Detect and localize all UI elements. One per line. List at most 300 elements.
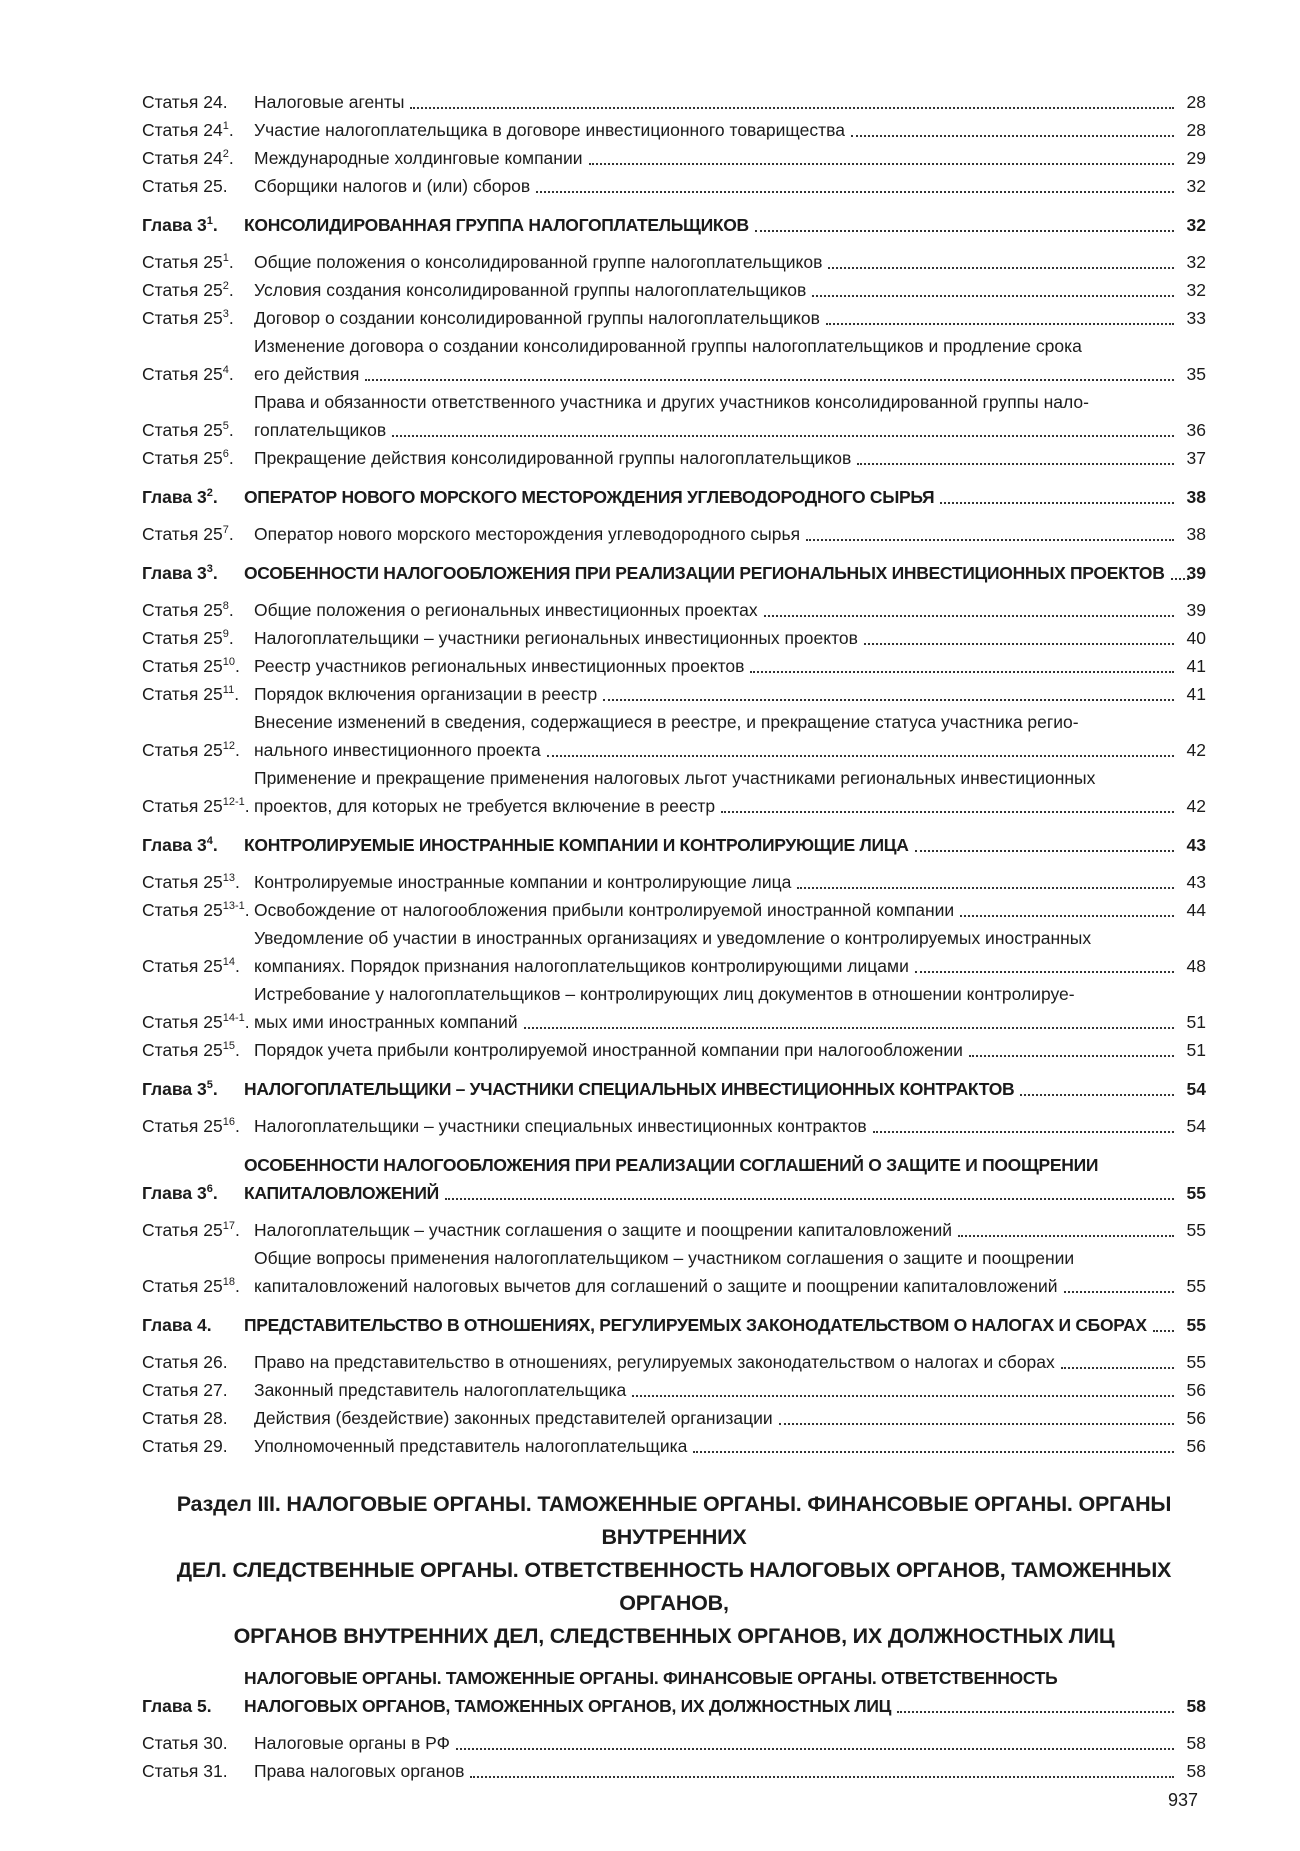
entry-number: 25 — [203, 740, 223, 760]
entry-page: 32 — [1186, 176, 1206, 196]
entry-page: 56 — [1186, 1408, 1206, 1428]
entry-title: Налоговые агенты — [254, 92, 405, 112]
entry-title: Право на представительство в отношениях, регулируемых законодательством о налогах и сборах — [254, 1352, 1055, 1372]
entry-title-line — [254, 624, 1180, 652]
entry-number: 3 — [197, 487, 207, 507]
entry-label — [142, 172, 254, 200]
dot-leader — [873, 1131, 1174, 1133]
entry-number-superscript: 3 — [222, 308, 229, 321]
dot-leader — [764, 615, 1174, 617]
entry-title-block — [254, 1112, 1180, 1140]
entry-number-superscript: 10 — [222, 656, 236, 669]
entry-title: ОСОБЕННОСТИ НАЛОГООБЛОЖЕНИЯ ПРИ РЕАЛИЗАЦИИ СОГЛАШЕНИЙ О ЗАЩИТЕ И ПООЩРЕНИИ — [244, 1155, 1099, 1175]
entry-title: Общие положения о региональных инвестиционных проектах — [254, 600, 758, 620]
entry-title-line — [254, 116, 1180, 144]
section-heading-line: ДЕЛ. СЛЕДСТВЕННЫЕ ОРГАНЫ. ОТВЕТСТВЕННОСТЬ НАЛОГОВЫХ ОРГАНОВ, ТАМОЖЕННЫХ ОРГАНОВ, — [176, 1558, 1172, 1615]
entry-label-word: Глава — [142, 215, 193, 235]
dot-leader — [897, 1711, 1174, 1713]
entry-label: Статья $25^2$. — [142, 280, 234, 300]
table-of-contents — [142, 88, 1206, 1785]
entry-page: 56 — [1186, 1380, 1206, 1400]
entry-number-superscript: 12 — [222, 740, 236, 753]
entry-title-line — [254, 248, 1180, 276]
entry-title-line — [254, 1112, 1180, 1140]
toc-article — [142, 764, 1206, 820]
dot-leader — [445, 1198, 1174, 1200]
entry-title-block — [254, 248, 1180, 276]
entry-number-superscript: 7 — [222, 524, 229, 537]
entry-label: Статья 25$^{14-1}$. — [142, 1012, 250, 1032]
toc-article — [142, 1404, 1206, 1432]
entry-title-line — [244, 211, 1180, 239]
entry-number: 24 — [203, 120, 223, 140]
entry-label — [142, 88, 254, 116]
entry-title: Налоговые органы в РФ — [254, 1733, 450, 1753]
entry-number-superscript: 8 — [222, 600, 229, 613]
entry-page: 55 — [1186, 1315, 1206, 1335]
entry-number-superscript: 2 — [222, 148, 229, 161]
toc-article — [142, 1216, 1206, 1244]
entry-title: Договор о создании консолидированной группы налогоплательщиков — [254, 308, 820, 328]
entry-label-word: Статья — [142, 628, 199, 648]
entry-title: Права и обязанности ответственного участника и других участников консолидированной группы нало- — [254, 392, 1089, 412]
dot-leader — [779, 1423, 1174, 1425]
entry-title-line — [254, 868, 1180, 896]
entry-title: ПРЕДСТАВИТЕЛЬСТВО В ОТНОШЕНИЯХ, РЕГУЛИРУЕМЫХ ЗАКОНОДАТЕЛЬСТВОМ О НАЛОГАХ И СБОРАХ — [244, 1315, 1147, 1335]
entry-page: 29 — [1186, 148, 1206, 168]
entry-number: 3 — [197, 215, 207, 235]
entry-title: Контролируемые иностранные компании и контролирующие лица — [254, 872, 792, 892]
toc-article — [142, 172, 1206, 200]
entry-title-line — [244, 1075, 1180, 1103]
entry-title-block — [254, 924, 1180, 980]
entry-title-line — [254, 1008, 1180, 1036]
entry-number: 24. — [203, 92, 228, 112]
entry-title-block — [244, 831, 1180, 859]
entry-title: Изменение договора о создании консолидированной группы налогоплательщиков и продление срока — [254, 336, 1082, 356]
entry-label-word: Глава — [142, 563, 193, 583]
entry-number: 29. — [203, 1436, 228, 1456]
entry-title: ОСОБЕННОСТИ НАЛОГООБЛОЖЕНИЯ ПРИ РЕАЛИЗАЦИИ РЕГИОНАЛЬНЫХ ИНВЕСТИЦИОННЫХ ПРОЕКТОВ — [244, 563, 1165, 583]
entry-label: Статья $24^2$. — [142, 148, 234, 168]
entry-number: 25 — [203, 364, 223, 384]
dot-leader — [524, 1027, 1174, 1029]
entry-number-superscript: 1 — [222, 252, 229, 265]
toc-article — [142, 520, 1206, 548]
entry-title-line — [244, 1179, 1180, 1207]
dot-leader — [470, 1776, 1174, 1778]
entry-number-superscript: 13 — [222, 872, 236, 885]
entry-number: 25 — [203, 656, 223, 676]
entry-label: Глава $3^3$. — [142, 563, 218, 583]
entry-title-block — [254, 708, 1180, 764]
entry-number: 28. — [203, 1408, 228, 1428]
toc-article — [142, 1348, 1206, 1376]
entry-title: НАЛОГОПЛАТЕЛЬЩИКИ – УЧАСТНИКИ СПЕЦИАЛЬНЫХ ИНВЕСТИЦИОННЫХ КОНТРАКТОВ — [244, 1079, 1015, 1099]
entry-number: 3 — [197, 1079, 207, 1099]
entry-title-continued: НАЛОГОВЫХ ОРГАНОВ, ТАМОЖЕННЫХ ОРГАНОВ, ИХ ДОЛЖНОСТНЫХ ЛИЦ — [244, 1696, 892, 1716]
entry-title-continued: нального инвестиционного проекта — [254, 740, 541, 760]
toc-chapter — [142, 831, 1206, 859]
entry-title-line — [254, 736, 1180, 764]
entry-title: Оператор нового морского месторождения углеводородного сырья — [254, 524, 801, 544]
entry-label-word: Глава — [142, 1315, 193, 1335]
entry-label: Статья 25$^{12-1}$. — [142, 796, 250, 816]
dot-leader — [721, 811, 1174, 813]
entry-label-word: Статья — [142, 1733, 199, 1753]
section-heading-line: ОРГАНОВ ВНУТРЕННИХ ДЕЛ, СЛЕДСТВЕННЫХ ОРГАНОВ, ИХ ДОЛЖНОСТНЫХ ЛИЦ — [233, 1624, 1115, 1648]
entry-label-word: Глава — [142, 487, 193, 507]
entry-label: Статья $25^{14}$. — [142, 956, 240, 976]
entry-title-block — [254, 276, 1180, 304]
entry-page: 33 — [1186, 308, 1206, 328]
entry-label: Статья $25^1$. — [142, 252, 234, 272]
entry-number: 24 — [203, 148, 223, 168]
toc-article — [142, 1244, 1206, 1300]
entry-number: 25 — [203, 1220, 223, 1240]
entry-title: НАЛОГОВЫЕ ОРГАНЫ. ТАМОЖЕННЫЕ ОРГАНЫ. ФИНАНСОВЫЕ ОРГАНЫ. ОТВЕТСТВЕННОСТЬ — [244, 1668, 1058, 1688]
entry-title: Внесение изменений в сведения, содержащиеся в реестре, и прекращение статуса участника регио- — [254, 712, 1079, 732]
entry-label — [142, 1348, 254, 1376]
dot-leader — [632, 1395, 1174, 1397]
entry-title: Международные холдинговые компании — [254, 148, 583, 168]
dot-leader — [812, 295, 1174, 297]
entry-number: 25 — [203, 900, 223, 920]
entry-number-superscript: 18 — [222, 1276, 236, 1289]
entry-title-block — [254, 896, 1180, 924]
entry-title-block — [254, 764, 1180, 820]
entry-number: 3 — [197, 563, 207, 583]
toc-article — [142, 680, 1206, 708]
entry-number: 25 — [203, 684, 223, 704]
dot-leader — [958, 1235, 1174, 1237]
entry-title: Законный представитель налогоплательщика — [254, 1380, 627, 1400]
entry-title-block — [244, 211, 1180, 239]
section-heading-line: Раздел III. НАЛОГОВЫЕ ОРГАНЫ. ТАМОЖЕННЫЕ ОРГАНЫ. ФИНАНСОВЫЕ ОРГАНЫ. ОРГАНЫ ВНУТРЕННИХ — [176, 1492, 1172, 1549]
entry-label: Статья $25^{16}$. — [142, 1116, 240, 1136]
entry-title: Налогоплательщики – участники специальных инвестиционных контрактов — [254, 1116, 867, 1136]
entry-number-superscript: 6 — [222, 448, 229, 461]
entry-label-word: Статья — [142, 448, 199, 468]
entry-number-superscript: 4 — [222, 364, 229, 377]
entry-page: 32 — [1186, 252, 1206, 272]
toc-article — [142, 144, 1206, 172]
toc-article — [142, 116, 1206, 144]
entry-label-word: Статья — [142, 1220, 199, 1240]
entry-label: Статья $25^6$. — [142, 448, 234, 468]
entry-label-word: Статья — [142, 252, 199, 272]
entry-page: 55 — [1186, 1276, 1206, 1296]
entry-title: Условия создания консолидированной группы налогоплательщиков — [254, 280, 807, 300]
entry-label: Глава $3^2$. — [142, 487, 218, 507]
entry-title-block — [254, 1216, 1180, 1244]
entry-number-superscript: 16 — [222, 1116, 236, 1129]
entry-number: 3 — [197, 835, 207, 855]
entry-number-superscript: 9 — [222, 628, 229, 641]
entry-page: 28 — [1186, 92, 1206, 112]
toc-article — [142, 924, 1206, 980]
entry-title-line — [254, 304, 1180, 332]
entry-title-block — [254, 388, 1180, 444]
entry-label: Статья $25^{13}$. — [142, 872, 240, 892]
entry-title-line — [244, 831, 1180, 859]
entry-number-superscript: 13-1 — [222, 900, 245, 913]
dot-leader — [750, 671, 1174, 673]
entry-label — [142, 1404, 254, 1432]
entry-title: Применение и прекращение применения налоговых льгот участниками региональных инвестиционных — [254, 768, 1096, 788]
dot-leader — [960, 915, 1174, 917]
entry-page: 43 — [1186, 835, 1206, 855]
entry-title-line — [244, 1311, 1180, 1339]
entry-label: Глава $3^1$. — [142, 215, 218, 235]
entry-title-block — [254, 596, 1180, 624]
entry-label: Глава $3^5$. — [142, 1079, 218, 1099]
entry-title-line — [254, 1757, 1180, 1785]
entry-label-word: Статья — [142, 740, 199, 760]
entry-title-line — [244, 559, 1180, 587]
entry-page: 38 — [1186, 524, 1206, 544]
entry-title-line — [254, 444, 1180, 472]
entry-title-line — [254, 596, 1180, 624]
entry-label-word: Глава — [142, 1079, 193, 1099]
entry-title-block — [254, 444, 1180, 472]
entry-label: Статья $25^5$. — [142, 420, 234, 440]
dot-leader — [1061, 1367, 1174, 1369]
entry-number: 25 — [203, 524, 223, 544]
entry-page: 55 — [1186, 1183, 1206, 1203]
entry-title-line — [244, 1692, 1180, 1720]
entry-page: 39 — [1186, 563, 1206, 583]
entry-label-word: Статья — [142, 1380, 199, 1400]
toc-article — [142, 980, 1206, 1036]
dot-leader — [603, 699, 1174, 701]
entry-label-word: Статья — [142, 872, 199, 892]
entry-title-line — [254, 680, 1180, 708]
dot-leader — [693, 1451, 1174, 1453]
entry-page: 39 — [1186, 600, 1206, 620]
entry-number: 25 — [203, 420, 223, 440]
dot-leader — [864, 643, 1174, 645]
entry-label-word: Статья — [142, 684, 199, 704]
toc-article — [142, 1376, 1206, 1404]
entry-page: 35 — [1186, 364, 1206, 384]
entry-title: Сборщики налогов и (или) сборов — [254, 176, 531, 196]
entry-title-block — [254, 88, 1180, 116]
entry-title: Уведомление об участии в иностранных организациях и уведомление о контролируемых иностранных — [254, 928, 1092, 948]
entry-title-continued: мых ими иностранных компаний — [254, 1012, 518, 1032]
entry-number: 26. — [203, 1352, 228, 1372]
entry-number: 27. — [203, 1380, 228, 1400]
entry-label — [142, 1311, 244, 1339]
entry-number: 25 — [203, 1040, 223, 1060]
entry-number: 30. — [203, 1733, 228, 1753]
entry-title: Общие положения о консолидированной группе налогоплательщиков — [254, 252, 823, 272]
entry-label: Статья $25^8$. — [142, 600, 234, 620]
entry-page: 28 — [1186, 120, 1206, 140]
entry-page: 41 — [1186, 684, 1206, 704]
entry-label: Статья $25^{17}$. — [142, 1220, 240, 1240]
entry-title-block — [254, 520, 1180, 548]
entry-title-block — [254, 1244, 1180, 1300]
toc-chapter — [142, 1664, 1206, 1720]
dot-leader — [456, 1748, 1174, 1750]
entry-title-block — [244, 1151, 1180, 1207]
entry-title-line — [254, 520, 1180, 548]
entry-label-word: Статья — [142, 364, 199, 384]
entry-number-superscript: 4 — [206, 835, 213, 848]
entry-page: 48 — [1186, 956, 1206, 976]
entry-label: Статья $25^{15}$. — [142, 1040, 240, 1060]
entry-title: Порядок учета прибыли контролируемой иностранной компании при налогообложении — [254, 1040, 963, 1060]
entry-number: 25 — [203, 1012, 223, 1032]
entry-title-line — [254, 276, 1180, 304]
entry-number: 25 — [203, 796, 223, 816]
entry-title-line — [254, 1404, 1180, 1432]
dot-leader — [536, 191, 1174, 193]
entry-number-superscript: 1 — [206, 215, 213, 228]
entry-title-block — [254, 1348, 1180, 1376]
entry-page: 43 — [1186, 872, 1206, 892]
entry-number: 25 — [203, 956, 223, 976]
entry-title-continued: гоплательщиков — [254, 420, 387, 440]
entry-number-superscript: 2 — [222, 280, 229, 293]
toc-article — [142, 596, 1206, 624]
entry-title-block — [254, 1404, 1180, 1432]
entry-label — [142, 1729, 254, 1757]
entry-page: 44 — [1186, 900, 1206, 920]
entry-number-superscript: 12-1 — [222, 796, 245, 809]
toc-article — [142, 868, 1206, 896]
dot-leader — [828, 267, 1174, 269]
entry-label-word: Статья — [142, 92, 199, 112]
entry-label-word: Статья — [142, 120, 199, 140]
entry-page: 55 — [1186, 1220, 1206, 1240]
entry-label-word: Статья — [142, 656, 199, 676]
entry-label-word: Статья — [142, 600, 199, 620]
dot-leader — [826, 323, 1174, 325]
entry-title: Права налоговых органов — [254, 1761, 465, 1781]
toc-article — [142, 248, 1206, 276]
entry-title-block — [244, 1664, 1180, 1720]
entry-page: 51 — [1186, 1012, 1206, 1032]
entry-title-line — [254, 360, 1180, 388]
entry-label: Статья $25^{10}$. — [142, 656, 240, 676]
toc-article — [142, 276, 1206, 304]
entry-page: 58 — [1186, 1761, 1206, 1781]
entry-number: 25 — [203, 448, 223, 468]
entry-number: 25. — [203, 176, 228, 196]
entry-title-block — [244, 1311, 1180, 1339]
entry-label — [142, 1692, 244, 1720]
entry-page: 58 — [1186, 1696, 1206, 1716]
dot-leader — [915, 850, 1174, 852]
entry-page: 56 — [1186, 1436, 1206, 1456]
entry-title-continued: его действия — [254, 364, 360, 384]
entry-label — [142, 1432, 254, 1460]
entry-title-block — [254, 980, 1180, 1036]
entry-label-word: Глава — [142, 835, 193, 855]
entry-title-block — [244, 1075, 1180, 1103]
entry-page: 58 — [1186, 1733, 1206, 1753]
entry-title: Прекращение действия консолидированной группы налогоплательщиков — [254, 448, 852, 468]
entry-number-superscript: 5 — [206, 1079, 213, 1092]
entry-title: Реестр участников региональных инвестиционных проектов — [254, 656, 745, 676]
dot-leader — [392, 435, 1174, 437]
entry-number-superscript: 2 — [206, 487, 213, 500]
toc-article — [142, 332, 1206, 388]
entry-label-word: Глава — [142, 1183, 193, 1203]
entry-number-superscript: 15 — [222, 1040, 236, 1053]
entry-label: Статья $25^9$. — [142, 628, 234, 648]
entry-title-line — [254, 792, 1180, 820]
toc-chapter — [142, 1075, 1206, 1103]
entry-title: Истребование у налогоплательщиков – контролирующих лиц документов в отношении контролируе- — [254, 984, 1075, 1004]
entry-label-word: Статья — [142, 956, 199, 976]
entry-title-line — [254, 88, 1180, 116]
entry-title: КОНСОЛИДИРОВАННАЯ ГРУППА НАЛОГОПЛАТЕЛЬЩИКОВ — [244, 215, 749, 235]
entry-page: 36 — [1186, 420, 1206, 440]
entry-number-superscript: 6 — [206, 1183, 213, 1196]
entry-label: Статья $25^4$. — [142, 364, 234, 384]
entry-label-word: Глава — [142, 1696, 193, 1716]
dot-leader — [940, 502, 1174, 504]
entry-label-word: Статья — [142, 308, 199, 328]
entry-label-word: Статья — [142, 900, 199, 920]
toc-chapter — [142, 483, 1206, 511]
dot-leader — [1064, 1291, 1174, 1293]
entry-title-line — [254, 1036, 1180, 1064]
entry-label-word: Статья — [142, 524, 199, 544]
entry-label-word: Статья — [142, 1408, 199, 1428]
entry-label-word: Статья — [142, 176, 199, 196]
entry-number: 25 — [203, 1276, 223, 1296]
toc-article — [142, 1757, 1206, 1785]
entry-title-block — [254, 868, 1180, 896]
toc-article — [142, 444, 1206, 472]
entry-number: 31. — [203, 1761, 228, 1781]
entry-title-line — [254, 896, 1180, 924]
entry-label — [142, 1376, 254, 1404]
entry-title: Освобождение от налогообложения прибыли контролируемой иностранной компании — [254, 900, 955, 920]
entry-number-superscript: 5 — [222, 420, 229, 433]
entry-label-word: Статья — [142, 1116, 199, 1136]
entry-number-superscript: 3 — [206, 563, 213, 576]
entry-page: 37 — [1186, 448, 1206, 468]
entry-title-line — [254, 172, 1180, 200]
entry-title: Действия (бездействие) законных представителей организации — [254, 1408, 773, 1428]
entry-title-block — [254, 1036, 1180, 1064]
entry-title-block — [244, 483, 1180, 511]
entry-number-superscript: 1 — [222, 120, 229, 133]
entry-number-superscript: 17 — [222, 1220, 236, 1233]
dot-leader — [1153, 1330, 1174, 1332]
entry-number-superscript: 11 — [222, 684, 235, 697]
toc-article — [142, 624, 1206, 652]
entry-number: 25 — [203, 280, 223, 300]
entry-title: Уполномоченный представитель налогоплательщика — [254, 1436, 688, 1456]
toc-chapter — [142, 559, 1206, 587]
entry-label: Статья $25^{18}$. — [142, 1276, 240, 1296]
entry-title: Участие налогоплательщика в договоре инвестиционного товарищества — [254, 120, 845, 140]
toc-chapter — [142, 211, 1206, 239]
dot-leader — [806, 539, 1174, 541]
entry-label: Глава $3^4$. — [142, 835, 218, 855]
dot-leader — [857, 463, 1174, 465]
entry-label-word: Статья — [142, 1276, 199, 1296]
entry-label: Статья $24^1$. — [142, 120, 234, 140]
toc-article — [142, 88, 1206, 116]
entry-title-line — [254, 416, 1180, 444]
